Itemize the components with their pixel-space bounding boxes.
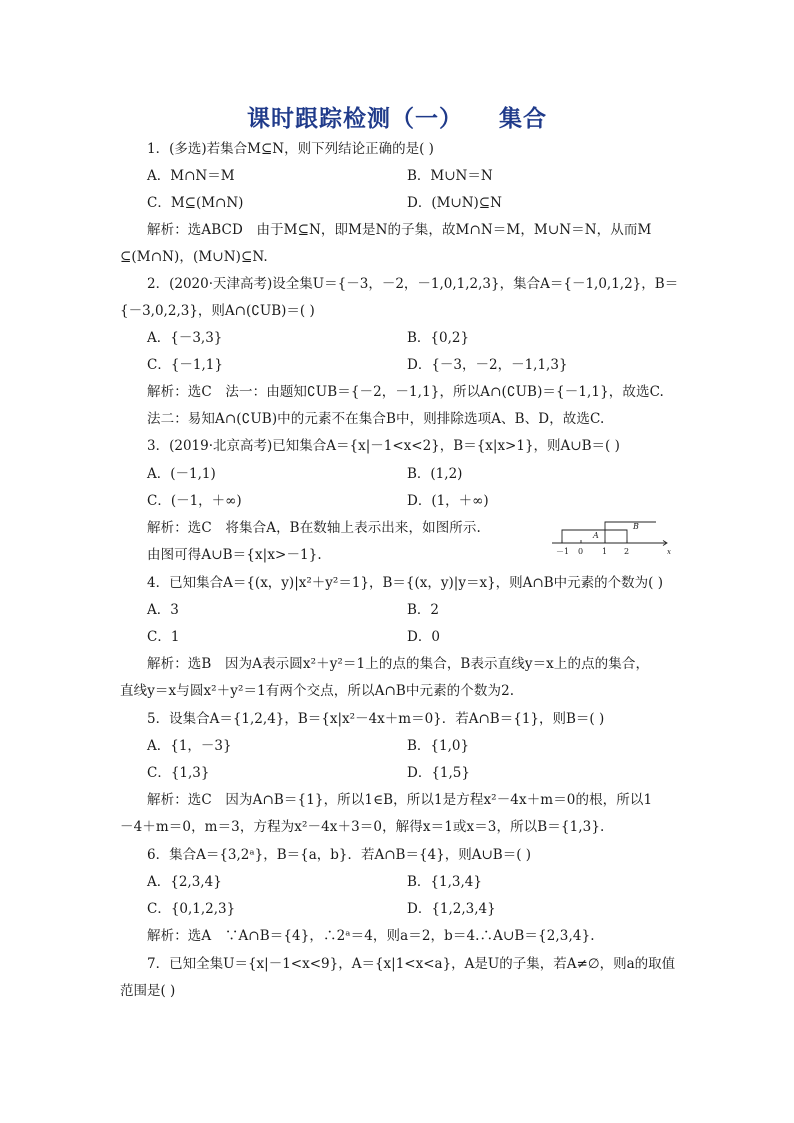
q6-solution-line1: 解析：选A ∵A∩B＝{4}，∴2ᵃ＝4，则a＝2，b＝4.∴A∪B＝{2,3,4}. (147, 928, 595, 944)
q3-option-c: C．(－1，＋∞) (147, 493, 242, 509)
q4-option-b: B．2 (407, 602, 440, 618)
q6-stem: 6．集合A＝{3,2ᵃ}，B＝{a，b}．若A∩B＝{4}，则A∪B＝( ) (147, 847, 532, 863)
q6-option-d: D．{1,2,3,4} (407, 901, 496, 917)
q2-stem-line2: {－3,0,2,3}，则A∩(∁UB)＝( ) (120, 303, 315, 319)
page-title: 课时跟踪检测（一） 集合 (246, 106, 548, 132)
q5-option-b: B．{1,0} (407, 738, 470, 754)
number-line-tick-1: 1 (602, 547, 608, 556)
q6-option-c: C．{0,1,2,3} (147, 901, 236, 917)
q2-option-b: B．{0,2} (407, 330, 470, 346)
number-line-tick-neg1: －1 (556, 547, 570, 556)
q2-solution-line2: 法二：易知A∩(∁UB)中的元素不在集合B中，则排除选项A、B、D，故选C. (147, 411, 605, 427)
q6-option-a: A．{2,3,4} (147, 874, 222, 890)
q1-option-b: B．M∪N＝N (407, 168, 493, 184)
q5-solution-line2: －4＋m＝0，m＝3，方程为x²－4x＋3＝0，解得x＝1或x＝3，所以B＝{1,3}. (120, 819, 605, 835)
q3-solution-line1: 解析：选C 将集合A，B在数轴上表示出来，如图所示. (147, 520, 481, 536)
q4-stem: 4．已知集合A＝{(x，y)|x²＋y²＝1}，B＝{(x，y)|y＝x}，则A∩B中元素的个数为( ) (147, 575, 663, 591)
q7-stem-line2: 范围是( ) (120, 983, 176, 999)
q3-option-d: D．(1，＋∞) (407, 493, 489, 509)
q2-option-a: A．{－3,3} (147, 330, 223, 346)
q1-option-a: A．M∩N＝M (147, 168, 235, 184)
number-line-tick-2: 2 (624, 547, 630, 556)
q4-option-d: D．0 (407, 629, 440, 645)
q1-option-c: C．M⊆(M∩N) (147, 195, 244, 211)
q5-solution-line1: 解析：选C 因为A∩B＝{1}，所以1∈B，所以1是方程x²－4x＋m＝0的根，所以1 (147, 792, 653, 808)
q3-stem: 3．(2019·北京高考)已知集合A＝{x|－1<x<2}，B＝{x|x>1}，则A∪B＝( ) (147, 438, 620, 454)
q1-option-d: D．(M∪N)⊆N (407, 195, 502, 211)
q5-option-c: C．{1,3} (147, 765, 210, 781)
q3-option-a: A．(－1,1) (147, 466, 216, 482)
q4-solution-line1: 解析：选B 因为A表示圆x²＋y²＝1上的点的集合，B表示直线y＝x上的点的集合， (147, 656, 650, 672)
q1-solution-line2: ⊆(M∩N)，(M∪N)⊆N. (120, 249, 268, 265)
number-line-label-a: A (593, 531, 599, 540)
q4-option-c: C．1 (147, 629, 180, 645)
q5-option-a: A．{1，－3} (147, 738, 232, 754)
q6-option-b: B．{1,3,4} (407, 874, 482, 890)
q2-option-c: C．{－1,1} (147, 357, 223, 373)
q3-number-line-figure (550, 516, 675, 560)
q1-stem: 1．(多选)若集合M⊆N，则下列结论正确的是( ) (147, 141, 434, 157)
q7-stem-line1: 7．已知全集U＝{x|－1<x<9}，A＝{x|1<x<a}，A是U的子集，若A≠∅，则a的取值 (147, 956, 676, 972)
q3-solution-line2: 由图可得A∪B＝{x|x>－1}. (147, 547, 322, 563)
q4-solution-line2: 直线y＝x与圆x²＋y²＝1有两个交点，所以A∩B中元素的个数为2. (120, 683, 515, 699)
q3-option-b: B．(1,2) (407, 466, 463, 482)
number-line-axis-label: x (667, 548, 671, 556)
number-line-label-b: B (633, 522, 639, 531)
q2-stem-line1: 2．(2020·天津高考)设全集U＝{－3，－2，－1,0,1,2,3}，集合A＝{－1,0,1,2}，B＝ (147, 276, 679, 292)
number-line-tick-0: 0 (578, 547, 584, 556)
q5-option-d: D．{1,5} (407, 765, 470, 781)
q4-option-a: A．3 (147, 602, 179, 618)
q2-option-d: D．{－3，－2，－1,1,3} (407, 357, 568, 373)
q2-solution-line1: 解析：选C 法一：由题知∁UB＝{－2，－1,1}，所以A∩(∁UB)＝{－1,1}，故选C. (147, 384, 664, 400)
q1-solution-line1: 解析：选ABCD 由于M⊆N，即M是N的子集，故M∩N＝M，M∪N＝N，从而M (147, 222, 652, 238)
q5-stem: 5．设集合A＝{1,2,4}，B＝{x|x²－4x＋m＝0}．若A∩B＝{1}，则B＝( ) (147, 711, 605, 727)
